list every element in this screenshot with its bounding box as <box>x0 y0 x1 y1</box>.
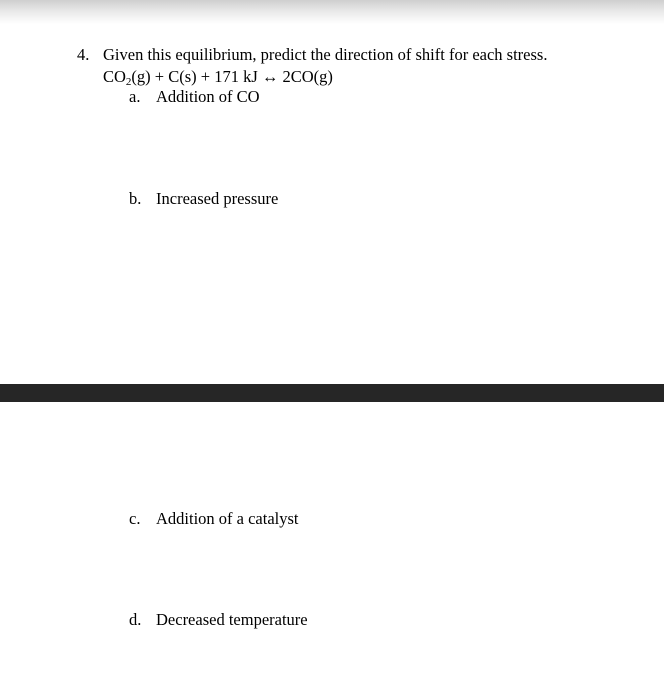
part-c-text: Addition of a catalyst <box>156 509 299 528</box>
part-b-text: Increased pressure <box>156 189 279 208</box>
equation-product: 2CO(g) <box>278 67 333 86</box>
page-break-bar <box>0 384 664 402</box>
question-number: 4. <box>77 45 90 64</box>
part-c-letter: c. <box>129 509 141 528</box>
question-stem: Given this equilibrium, predict the direction of shift for each stress. <box>103 45 548 64</box>
equilibrium-equation <box>103 67 333 87</box>
equation-reactants: (g) + C(s) + 171 kJ <box>131 67 262 86</box>
top-shadow <box>0 0 664 24</box>
part-a-letter: a. <box>129 87 141 106</box>
equilibrium-arrow-icon: ↔ <box>261 67 279 86</box>
part-d-letter: d. <box>129 610 142 629</box>
part-d-text: Decreased temperature <box>156 610 308 629</box>
part-b-letter: b. <box>129 189 142 208</box>
part-a-text: Addition of CO <box>156 87 260 106</box>
equation-co2: CO <box>103 67 126 86</box>
equation-subscript: 2 <box>125 76 132 88</box>
